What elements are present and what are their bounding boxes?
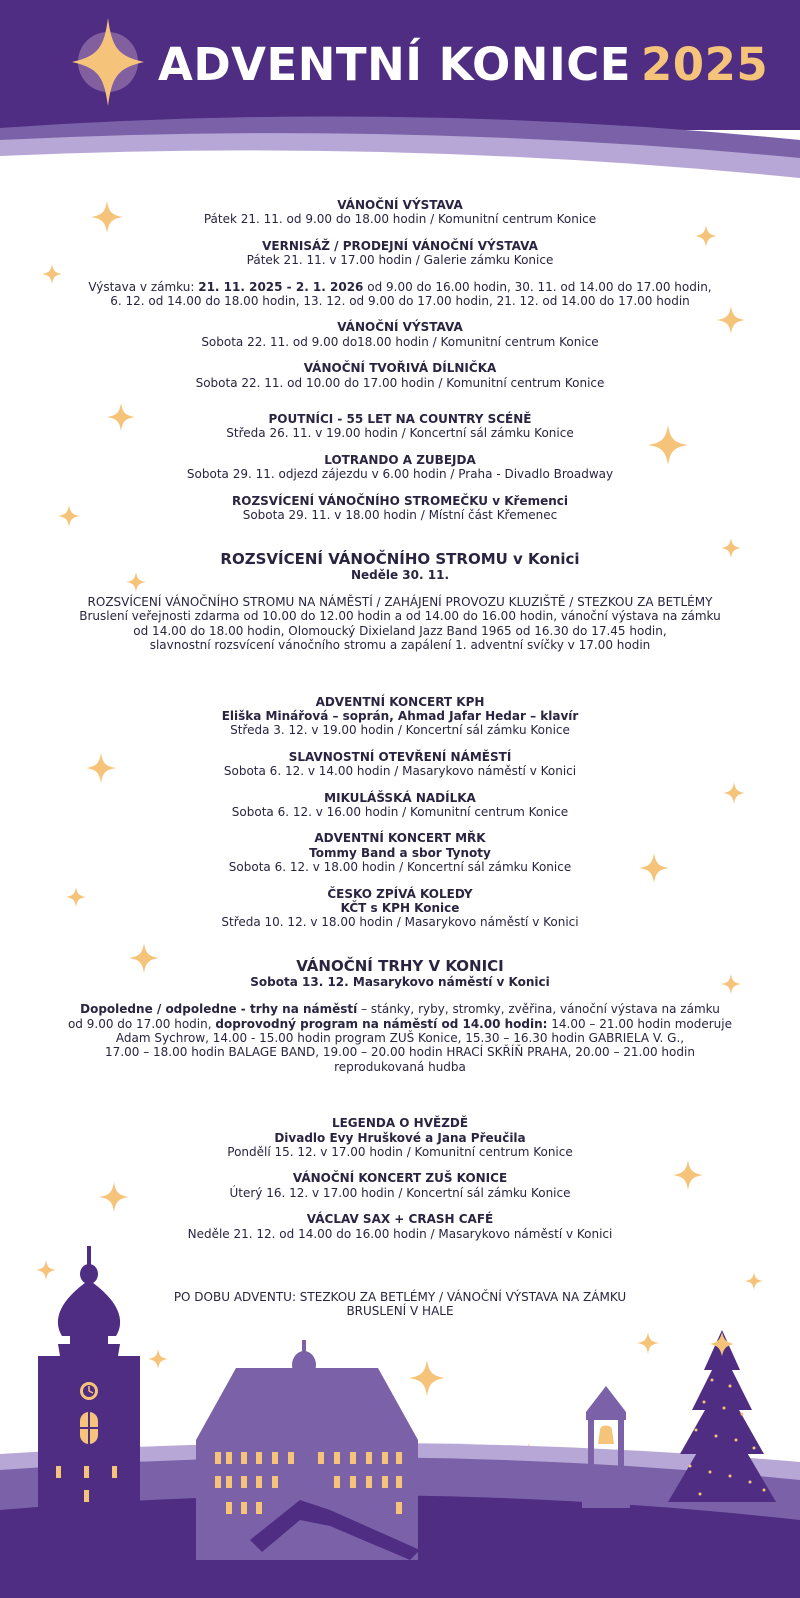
event-detail: Neděle 21. 12. od 14.00 do 16.00 hodin / Masarykovo náměstí v Konici bbox=[187, 1226, 613, 1241]
event-title: SLAVNOSTNÍ OTEVŘENÍ NÁMĚSTÍ bbox=[288, 749, 512, 764]
tree-lighting-date: Neděle 30. 11. bbox=[350, 567, 450, 582]
program-content bbox=[60, 198, 740, 1253]
event-title: VÁNOČNÍ VÝSTAVA bbox=[337, 198, 463, 212]
event-title: MIKULÁŠSKÁ NADÍLKA bbox=[324, 790, 476, 805]
event-item bbox=[60, 1171, 740, 1200]
event-detail: Sobota 22. 11. od 9.00 do18.00 hodin / Komunitní centrum Konice bbox=[201, 334, 599, 349]
tree-lighting-line: Bruslení veřejnosti zdarma od 10.00 do 12.00 hodin a od 14.00 do 16.00 hodin, vánoční výstava na zámku bbox=[79, 609, 721, 624]
event-title: LEGENDA O HVĚZDĚ bbox=[331, 1116, 469, 1131]
events-group-1 bbox=[60, 198, 740, 268]
advent-footnote bbox=[100, 1290, 700, 1319]
event-item bbox=[60, 361, 740, 390]
star-icon bbox=[42, 264, 62, 284]
event-item bbox=[60, 695, 740, 738]
event-item bbox=[60, 320, 740, 349]
event-title: ADVENTNÍ KONCERT KPH bbox=[315, 694, 485, 709]
event-detail: Sobota 6. 12. v 16.00 hodin / Komunitní centrum Konice bbox=[231, 804, 569, 819]
event-performers: Divadlo Evy Hruškové a Jana Přeučila bbox=[274, 1130, 526, 1145]
event-title: VERNISÁŽ / PRODEJNÍ VÁNOČNÍ VÝSTAVA bbox=[262, 238, 538, 253]
event-item bbox=[60, 1116, 740, 1159]
castle-icon bbox=[196, 1340, 418, 1560]
event-title: ČESKO ZPÍVÁ KOLEDY bbox=[327, 886, 473, 901]
event-title: VÁNOČNÍ VÝSTAVA bbox=[337, 320, 463, 335]
event-title: VÁCLAV SAX + CRASH CAFÉ bbox=[306, 1212, 494, 1227]
event-detail: Sobota 6. 12. v 18.00 hodin / Koncertní sál zámku Konice bbox=[228, 860, 572, 875]
event-item bbox=[60, 412, 740, 441]
event-item bbox=[60, 831, 740, 874]
exhibition-info bbox=[60, 280, 740, 309]
exhibition-rest: od 9.00 do 16.00 hodin, 30. 11. od 14.00 do 17.00 hodin, bbox=[363, 279, 712, 294]
event-detail: Sobota 29. 11. v 18.00 hodin / Místní část Křemenec bbox=[242, 508, 558, 523]
markets-bold-2: doprovodný program na náměstí od 14.00 hodin: bbox=[215, 1016, 548, 1031]
tree-lighting-line: ROZSVÍCENÍ VÁNOČNÍHO STROMU NA NÁMĚSTÍ / ZAHÁJENÍ PROVOZU KLUZIŠTĚ / STEZKOU ZA BETLÉMY bbox=[87, 594, 713, 609]
footnote-line: PO DOBU ADVENTU: STEZKOU ZA BETLÉMY / VÁNOČNÍ VÝSTAVA NA ZÁMKU bbox=[173, 1290, 627, 1304]
exhibition-prefix: Výstava v zámku: bbox=[88, 279, 199, 294]
markets-section bbox=[60, 958, 740, 1074]
event-item bbox=[60, 887, 740, 930]
event-item bbox=[60, 239, 740, 268]
markets-text-3: 14.00 – 21.00 hodin moderuje bbox=[547, 1016, 733, 1031]
title-main: ADVENTNÍ K bbox=[158, 38, 473, 91]
event-detail: Pátek 21. 11. od 9.00 do 18.00 hodin / Komunitní centrum Konice bbox=[203, 212, 597, 227]
event-detail: Sobota 22. 11. od 10.00 do 17.00 hodin / Komunitní centrum Konice bbox=[195, 375, 605, 390]
markets-text-1: – stánky, ryby, stromky, zvěřina, vánoční výstava na zámku bbox=[357, 1002, 720, 1017]
header-banner bbox=[0, 0, 800, 180]
event-detail: Středa 3. 12. v 19.00 hodin / Koncertní sál zámku Konice bbox=[230, 723, 570, 738]
title-year: 2025 bbox=[640, 38, 769, 91]
event-performers: Eliška Minářová – soprán, Ahmad Jafar Hedar – klavír bbox=[221, 708, 579, 723]
bell-tower-icon bbox=[582, 1386, 630, 1508]
markets-date: Sobota 13. 12. Masarykovo náměstí v Konici bbox=[250, 974, 550, 989]
event-detail: Úterý 16. 12. v 17.00 hodin / Koncertní sál zámku Konice bbox=[229, 1185, 571, 1200]
event-title: POUTNÍCI - 55 LET NA COUNTRY SCÉNĚ bbox=[268, 412, 532, 427]
event-title: LOTRANDO A ZUBEJDA bbox=[324, 452, 476, 467]
markets-line: Adam Sychrow, 14.00 - 15.00 hodin program ZUŠ Konice, 15.30 – 16.30 hodin GABRIELA V. G., bbox=[115, 1031, 685, 1046]
event-item bbox=[60, 453, 740, 482]
event-title: ADVENTNÍ KONCERT MŘK bbox=[314, 831, 486, 846]
tree-lighting-line: slavnostní rozsvícení vánočního stromu a zapálení 1. adventní svíčky v 17.00 hodin bbox=[149, 638, 651, 653]
event-performers: KČT s KPH Konice bbox=[340, 901, 460, 915]
tree-lighting-line: od 14.00 do 18.00 hodin, Olomoucký Dixieland Jazz Band 1965 od 16.30 do 17.45 hodin, bbox=[133, 623, 667, 638]
event-item bbox=[60, 791, 740, 820]
event-item bbox=[60, 750, 740, 779]
event-title: VÁNOČNÍ TVOŘIVÁ DÍLNIČKA bbox=[303, 361, 497, 376]
exhibition-dates: 21. 11. 2025 - 2. 1. 2026 bbox=[198, 279, 364, 294]
markets-line: 17.00 – 18.00 hodin BALAGE BAND, 19.00 – 20.00 hodin HRACÍ SKŘÍŇ PRAHA, 20.00 – 21.00 hodin bbox=[105, 1045, 695, 1060]
event-detail: Pátek 21. 11. v 17.00 hodin / Galerie zámku Konice bbox=[246, 253, 554, 268]
event-title: VÁNOČNÍ KONCERT ZUŠ KONICE bbox=[292, 1171, 508, 1186]
event-detail: Sobota 6. 12. v 14.00 hodin / Masarykovo náměstí v Konici bbox=[223, 764, 577, 779]
tree-lighting-section bbox=[60, 551, 740, 653]
event-detail: Sobota 29. 11. odjezd zájezdu v 6.00 hodin / Praha - Divadlo Broadway bbox=[186, 467, 614, 482]
markets-bold-1: Dopoledne / odpoledne - trhy na náměstí bbox=[80, 1002, 358, 1017]
footnote-line: BRUSLENÍ V HALE bbox=[346, 1304, 454, 1319]
event-title: ROZSVÍCENÍ VÁNOČNÍHO STROMEČKU v Křemenci bbox=[232, 493, 568, 508]
page-title bbox=[158, 38, 768, 91]
event-performers: Tommy Band a sbor Tynoty bbox=[309, 845, 491, 860]
event-detail: Středa 26. 11. v 19.00 hodin / Koncertní sál zámku Konice bbox=[226, 426, 574, 441]
markets-line: reprodukovaná hudba bbox=[334, 1059, 466, 1074]
tree-lighting-title: ROZSVÍCENÍ VÁNOČNÍHO STROMU v Konici bbox=[220, 549, 580, 568]
event-detail: Středa 10. 12. v 18.00 hodin / Masarykovo náměstí v Konici bbox=[221, 915, 579, 930]
event-item bbox=[60, 494, 740, 523]
event-item bbox=[60, 1212, 740, 1241]
title-rest: ONICE bbox=[472, 38, 631, 91]
markets-title: VÁNOČNÍ TRHY V KONICI bbox=[296, 956, 504, 975]
exhibition-line2: 6. 12. od 14.00 do 18.00 hodin, 13. 12. od 9.00 do 17.00 hodin, 21. 12. od 14.00 do 17.00 hodin bbox=[110, 294, 690, 309]
event-detail: Pondělí 15. 12. v 17.00 hodin / Komunitní centrum Konice bbox=[227, 1145, 573, 1160]
event-item bbox=[60, 198, 740, 227]
markets-text-2: od 9.00 do 17.00 hodin, bbox=[67, 1016, 216, 1031]
